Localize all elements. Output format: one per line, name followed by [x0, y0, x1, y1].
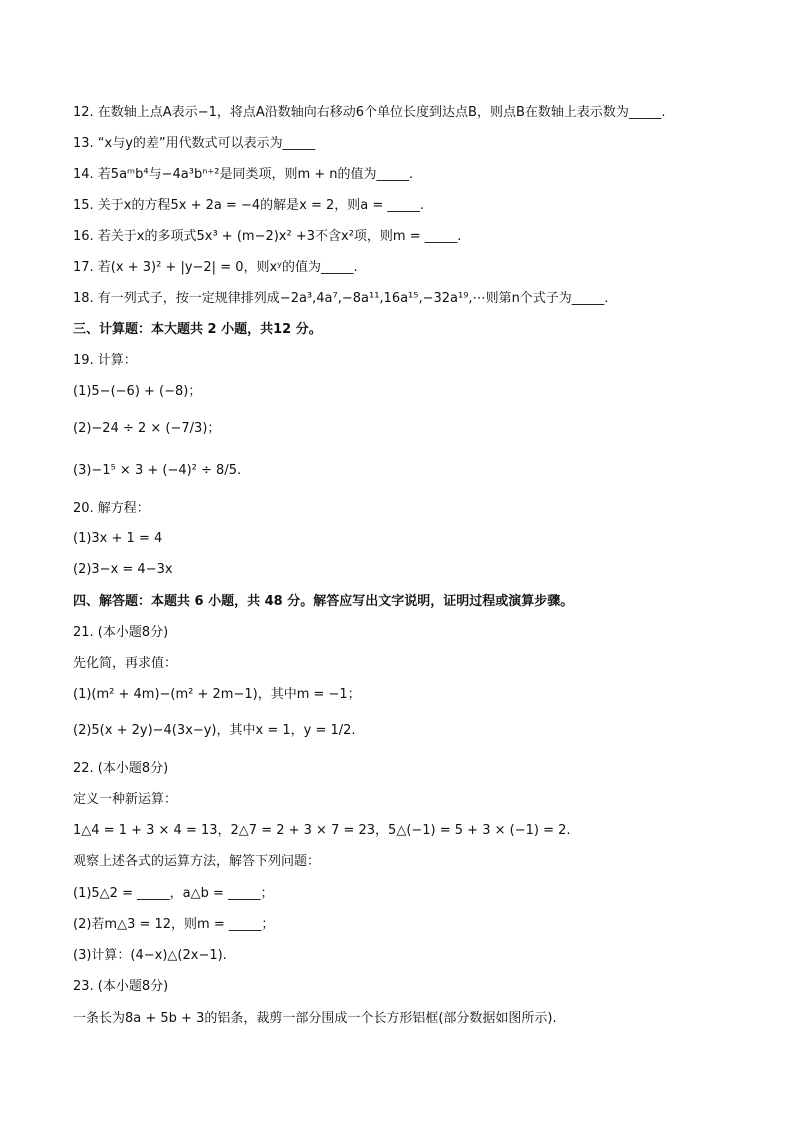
question-12: 12. 在数轴上点A表示−1，将点A沿数轴向右移动6个单位长度到达点B，则点B在数轴上表示数为_____. [73, 105, 666, 120]
question-21-part-1: (1)(m² + 4m)−(m² + 2m−1)，其中m = −1； [73, 687, 361, 702]
question-15: 15. 关于x的方程5x + 2a = −4的解是x = 2，则a = _____. [73, 198, 425, 213]
question-22-part-1: (1)5△2 = _____，a△b = _____； [73, 886, 274, 901]
question-22-instruction: 定义一种新运算： [73, 792, 178, 807]
question-20-part-2: (2)3−x = 4−3x [73, 562, 173, 577]
question-23: 23. (本小题8分) [73, 979, 169, 994]
question-14: 14. 若5aᵐb⁴与−4a³bⁿ⁺²是同类项，则m + n的值为_____. [73, 167, 414, 182]
question-19-part-3: (3)−1⁵ × 3 + (−4)² ÷ 8/5. [73, 463, 242, 478]
question-22-observe: 观察上述各式的运算方法，解答下列问题： [73, 854, 321, 869]
section-3-heading: 三、计算题：本大题共 2 小题，共12 分。 [73, 322, 322, 337]
question-20-part-1: (1)3x + 1 = 4 [73, 531, 163, 546]
question-22: 22. (本小题8分) [73, 761, 169, 776]
question-21-instruction: 先化简，再求值： [73, 656, 178, 671]
question-16: 16. 若关于x的多项式5x³ + (m−2)x² +3不含x²项，则m = _____. [73, 229, 462, 244]
question-19: 19. 计算： [73, 353, 137, 368]
question-21: 21. (本小题8分) [73, 625, 169, 640]
question-22-part-2: (2)若m△3 = 12，则m = _____； [73, 917, 275, 932]
question-20: 20. 解方程： [73, 501, 150, 516]
section-4-heading: 四、解答题：本题共 6 小题，共 48 分。解答应写出文字说明，证明过程或演算步骤。 [73, 594, 574, 609]
question-22-definition: 1△4 = 1 + 3 × 4 = 13，2△7 = 2 + 3 × 7 = 23，5△(−1) = 5 + 3 × (−1) = 2. [73, 823, 571, 838]
question-19-part-2: (2)−24 ÷ 2 × (−7/3)； [73, 421, 221, 436]
question-18: 18. 有一列式子，按一定规律排列成−2a³,4a⁷,−8a¹¹,16a¹⁵,−32a¹⁹,⋯则第n个式子为_____. [73, 291, 609, 306]
question-21-part-2: (2)5(x + 2y)−4(3x−y)，其中x = 1，y = 1/2. [73, 723, 356, 738]
question-19-part-1: (1)5−(−6) + (−8)； [73, 384, 202, 399]
question-23-text: 一条长为8a + 5b + 3的铝条，裁剪一部分围成一个长方形铝框(部分数据如图所示). [73, 1011, 557, 1026]
question-22-part-3: (3)计算：(4−x)△(2x−1). [73, 948, 227, 963]
question-13: 13. “x与y的差”用代数式可以表示为_____ [73, 136, 316, 151]
question-17: 17. 若(x + 3)² + |y−2| = 0，则xʸ的值为_____. [73, 260, 358, 275]
